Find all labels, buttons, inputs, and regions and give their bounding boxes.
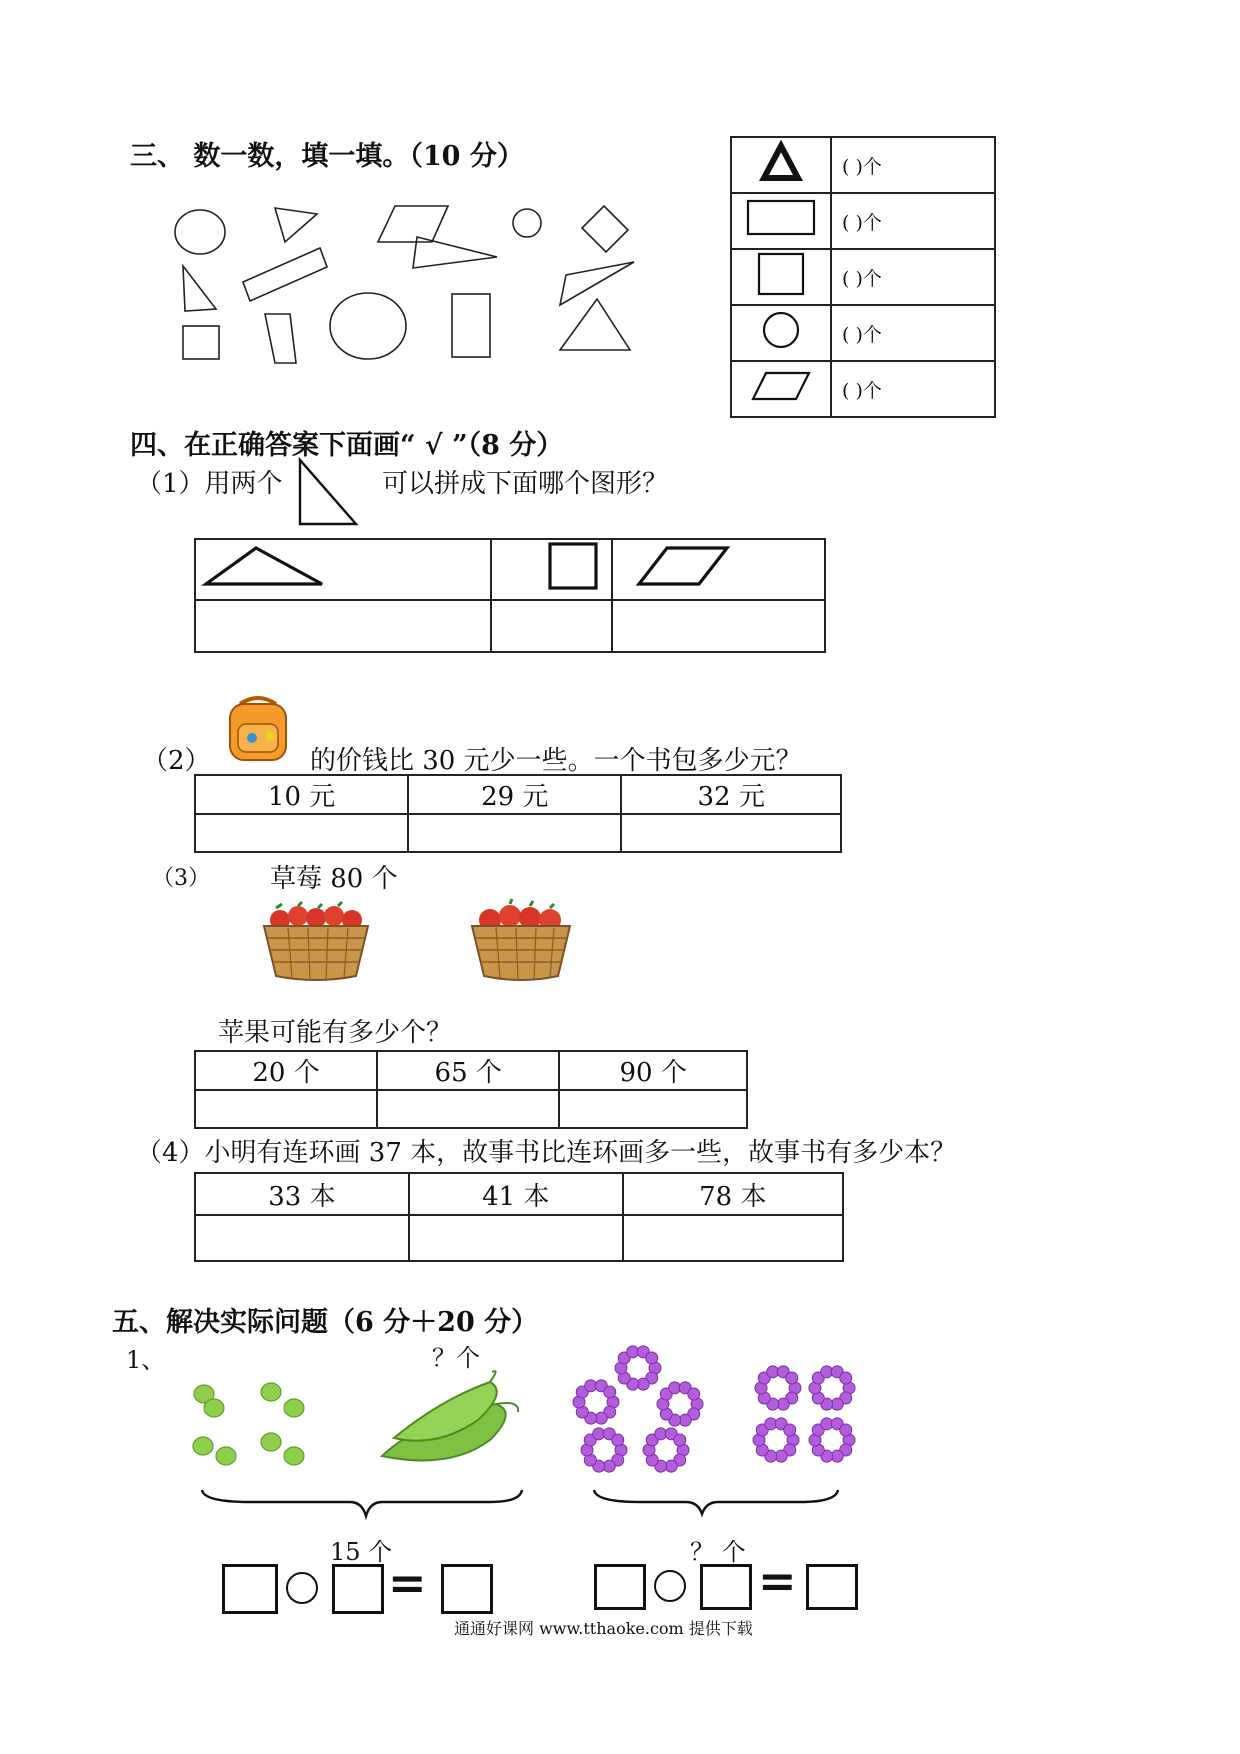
answer-box[interactable] [332, 1564, 384, 1614]
answer-box[interactable] [594, 1564, 646, 1610]
pea-total-label: 15 个 [330, 1538, 393, 1566]
flower-icon [753, 1418, 799, 1462]
q1-prefix: （1）用两个 [136, 469, 283, 499]
answer-box[interactable] [222, 1564, 278, 1614]
count-answer[interactable]: ( )个 [831, 137, 995, 193]
flower-icon [615, 1346, 661, 1390]
operator-circle[interactable] [654, 1570, 686, 1602]
section5-heading: 五、解决实际问题（6 分＋20 分） [112, 1307, 539, 1338]
flower-icon [581, 1428, 627, 1472]
q3-label: （3） [152, 866, 210, 891]
option-label: 10 元 [195, 775, 408, 814]
pea-question-label: ？个 [432, 1344, 480, 1372]
count-answer[interactable]: ( )个 [831, 361, 995, 417]
option-label: 41 本 [409, 1173, 623, 1215]
flower-icon [657, 1382, 703, 1426]
option-label: 78 本 [623, 1173, 843, 1215]
answer-box[interactable] [806, 1564, 858, 1610]
footer-text: 通通好课网 www.tthaoke.com 提供下载 [454, 1619, 753, 1638]
strawberry-label: 草莓 80 个 [270, 864, 398, 894]
flower-icon [643, 1428, 689, 1472]
flower-icon [809, 1366, 855, 1410]
section4-heading: 四、在正确答案下面画“ √ ”（8 分） [130, 430, 564, 461]
count-answer[interactable]: ( )个 [831, 249, 995, 305]
q1-label: 1、 [126, 1346, 166, 1374]
section3-heading: 三、 数一数，填一填。（10 分） [130, 141, 524, 172]
flower-icon [573, 1380, 619, 1424]
equals-sign: = [388, 1556, 427, 1610]
q3-question: 苹果可能有多少个？ [218, 1018, 453, 1048]
option-label: 33 本 [195, 1173, 409, 1215]
answer-box[interactable] [700, 1564, 752, 1610]
flower-icon [755, 1366, 801, 1410]
q2-text: 的价钱比 30 元少一些。一个书包多少元？ [310, 746, 802, 776]
flower-brace [594, 1490, 838, 1514]
answer-box[interactable] [441, 1564, 493, 1614]
q1-suffix: 可以拼成下面哪个图形？ [382, 469, 669, 499]
q2-label: （2） [142, 746, 211, 776]
equals-sign: = [758, 1554, 797, 1608]
option-label: 90 个 [559, 1051, 747, 1090]
option-label: 65 个 [377, 1051, 559, 1090]
flower-icon [809, 1418, 855, 1462]
q4-text: （4）小明有连环画 37 本，故事书比连环画多一些，故事书有多少本？ [136, 1138, 957, 1168]
option-label: 20 个 [195, 1051, 377, 1090]
count-answer[interactable]: ( )个 [831, 193, 995, 249]
operator-circle[interactable] [286, 1572, 318, 1604]
flower-total-label: ？ 个 [690, 1538, 746, 1566]
option-label: 29 元 [408, 775, 621, 814]
count-answer[interactable]: ( )个 [831, 305, 995, 361]
option-label: 32 元 [621, 775, 841, 814]
